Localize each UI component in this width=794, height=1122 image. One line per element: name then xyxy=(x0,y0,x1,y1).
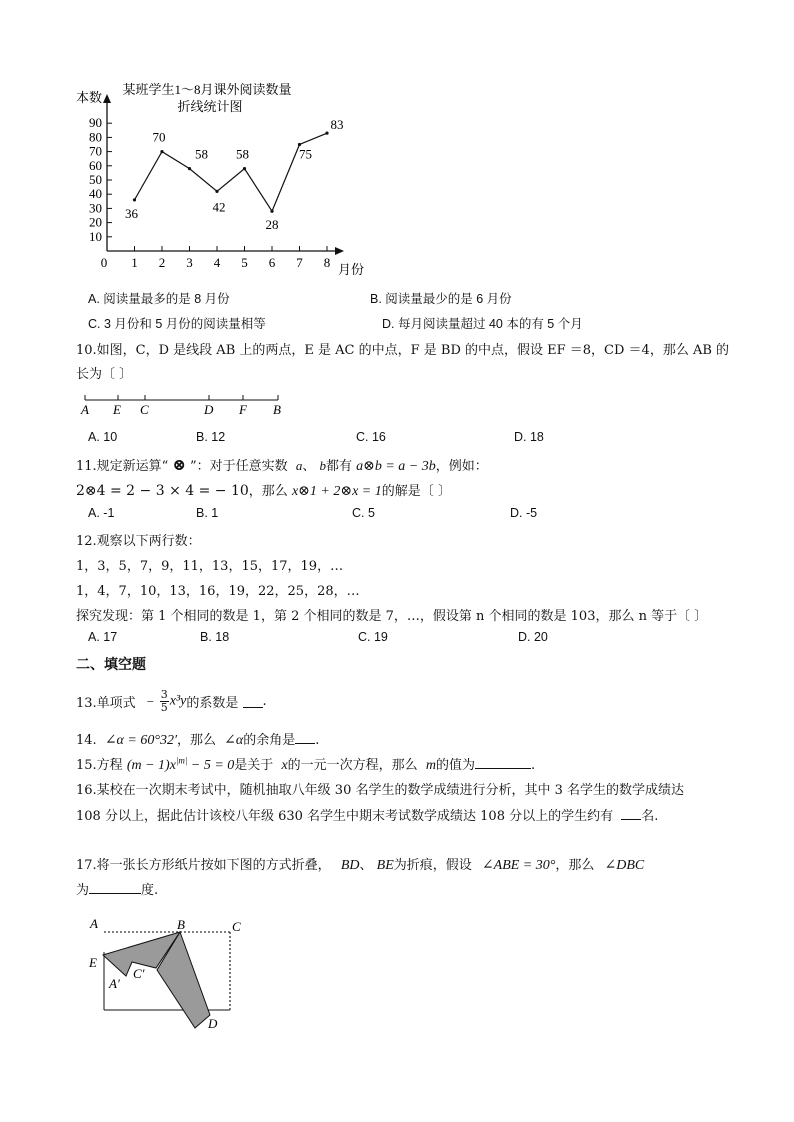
q13-end: . xyxy=(262,694,267,709)
q15-expr2: − 5 = 0 xyxy=(187,758,235,773)
q17-line2-suffix: 度. xyxy=(141,883,159,898)
point-label-a: A xyxy=(81,402,89,417)
var-a: a xyxy=(295,458,303,473)
q9-option-b[interactable]: B. 阅读量最少的是 6 月份 xyxy=(370,292,512,306)
y-tick-label-70: 70 xyxy=(89,143,102,159)
q14-expr: ∠α = 60°32′ xyxy=(104,733,178,748)
q11-option-c[interactable]: C. 5 xyxy=(352,506,375,520)
data-point-month-3 xyxy=(188,167,191,170)
chart-x-axis-arrow xyxy=(335,247,344,255)
q15-prefix: 15.方程 xyxy=(76,758,123,773)
q15-var-m: m xyxy=(425,758,436,773)
q11-text-4: ，例如： xyxy=(435,459,488,474)
y-tick-label-90: 90 xyxy=(89,115,102,131)
q12-question: 探究发现：第 1 个相同的数是 1，第 2 个相同的数是 7，…，假设第 n 个相同的数是 103，那么 n 等于〔 〕 xyxy=(76,609,708,624)
q11-text-1: 11.规定新运算“ xyxy=(76,459,169,474)
data-point-month-2 xyxy=(160,150,163,153)
otimes-icon: ⊗ xyxy=(172,455,186,474)
q15-answer-blank[interactable] xyxy=(475,756,531,769)
q11-line1 xyxy=(76,455,488,475)
q17-folding-figure xyxy=(82,912,257,1032)
y-tick-label-50: 50 xyxy=(89,172,102,187)
fig-label-b: B xyxy=(177,917,185,932)
fig-label-a-prime: A′ xyxy=(109,976,120,991)
q17-line2 xyxy=(76,879,158,898)
q10-text-line1: 10.如图，C，D 是线段 AB 上的两点，E 是 AC 的中点，F 是 BD 的中点，假设 EF ＝8，CD ＝4，那么 AB 的 xyxy=(76,343,730,358)
fig-label-c: C xyxy=(232,919,241,934)
q17-mid2: ，那么 xyxy=(555,858,595,873)
q17-ask: ∠DBC xyxy=(604,858,645,873)
data-point-month-4 xyxy=(215,190,218,193)
q15-var-x: x xyxy=(281,758,288,773)
q15-end: . xyxy=(530,758,536,773)
q10-segment-figure xyxy=(76,389,296,419)
q9-option-a[interactable]: A. 阅读量最多的是 8 月份 xyxy=(88,292,230,306)
q14-suffix: 的余角是 xyxy=(243,733,296,748)
x-tick-label-8: 8 xyxy=(323,255,331,270)
q16-line1: 16.某校在一次期末考试中，随机抽取八年级 30 名学生的数学成绩进行分析，其中 3 名学生的数学成绩达 xyxy=(76,783,685,798)
data-label-month-3: 58 xyxy=(195,146,208,162)
q11-option-d[interactable]: D. -5 xyxy=(510,506,538,520)
data-label-month-6: 28 xyxy=(265,217,279,233)
x-tick-label-2: 2 xyxy=(158,255,166,270)
q16-line2 xyxy=(76,805,658,824)
q14-prefix: 14. xyxy=(76,733,97,748)
q10-text-line2: 长为〔 〕 xyxy=(76,367,133,382)
q14 xyxy=(76,729,319,749)
data-point-month-6 xyxy=(270,210,273,213)
q12-option-a[interactable]: A. 17 xyxy=(88,630,118,644)
q13 xyxy=(76,689,267,721)
q16-text: 108 分以上，据此估计该校八年级 630 名学生中期末考试数学成绩达 108 分以上的学生约有 xyxy=(76,809,614,824)
q9-option-d[interactable]: D. 每月阅读量超过 40 本的有 5 个月 xyxy=(382,317,583,331)
q13-vars: x³y xyxy=(169,693,187,709)
q12-option-b[interactable]: B. 18 xyxy=(200,630,230,644)
q13-suffix: 的系数是 xyxy=(186,696,239,711)
x-tick-label-6: 6 xyxy=(268,255,276,270)
q11-example: 2⊗4 = 2 − 3 × 4 = − 10 xyxy=(76,483,249,499)
fig-label-a: A xyxy=(90,916,98,931)
q12-option-d[interactable]: D. 20 xyxy=(518,630,548,644)
q11-option-b[interactable]: B. 1 xyxy=(196,506,219,520)
q17-be: BE xyxy=(376,858,394,873)
q10-option-c[interactable]: C. 16 xyxy=(356,430,386,444)
q14-mid: ，那么 xyxy=(177,733,217,748)
y-tick-label-30: 30 xyxy=(89,200,102,216)
q11-text-5: ，那么 xyxy=(248,484,288,499)
data-label-month-5: 58 xyxy=(236,146,249,162)
var-b: b xyxy=(319,458,326,473)
q15-mid2: 的一元一次方程，那么 xyxy=(287,758,418,773)
x-tick-label-3: 3 xyxy=(186,255,193,270)
q17-line2-prefix: 为 xyxy=(76,883,90,898)
point-label-e: E xyxy=(113,402,121,417)
fig-label-c-prime: C′ xyxy=(133,966,145,981)
y-tick-label-20: 20 xyxy=(89,214,102,230)
q12-option-c[interactable]: C. 19 xyxy=(358,630,388,644)
q17-sep: 、 xyxy=(359,858,373,873)
q14-end: . xyxy=(315,733,320,748)
q11-text-6: 的解是〔 〕 xyxy=(381,484,451,499)
q11-line2 xyxy=(76,480,451,500)
data-point-month-8 xyxy=(325,132,328,135)
fig-label-e: E xyxy=(89,955,97,970)
data-label-month-8: 83 xyxy=(330,117,344,133)
q15-exponent: |m| xyxy=(175,755,188,766)
data-point-month-5 xyxy=(243,167,246,170)
data-label-month-2: 70 xyxy=(152,129,166,145)
q9-option-c[interactable]: C. 3 月份和 5 月份的阅读量相等 xyxy=(88,317,266,331)
x-tick-label-7: 7 xyxy=(296,255,303,270)
point-label-d: D xyxy=(204,402,214,417)
q12-row1: 1，3，5，7，9，11，13，15，17，19，… xyxy=(76,559,344,574)
q14-angle: ∠α xyxy=(224,733,244,748)
y-tick-label-10: 10 xyxy=(89,228,102,244)
q11-definition: a⊗b = a − 3b xyxy=(356,459,436,474)
chart-title-line1: 某班学生1～8月课外阅读数量 xyxy=(122,82,292,97)
q15-suffix: 的值为 xyxy=(435,758,475,773)
section-heading-fill-in: 二、填空题 xyxy=(76,657,146,673)
x-tick-label-5: 5 xyxy=(241,255,248,270)
y-tick-label-40: 40 xyxy=(89,186,102,202)
q10-option-b[interactable]: B. 12 xyxy=(196,430,226,444)
q13-prefix: 13.单项式 xyxy=(76,696,136,711)
q17-condition: ∠ABE = 30° xyxy=(481,858,556,873)
q14-answer-blank[interactable] xyxy=(295,731,315,744)
q10-option-d[interactable]: D. 18 xyxy=(514,430,544,444)
q12-intro: 12.观察以下两行数： xyxy=(76,534,201,549)
fig-label-d: D xyxy=(208,1016,218,1031)
q15-expr: (m − 1)x xyxy=(126,758,176,773)
q11-sep: 、 xyxy=(302,459,316,474)
q12-row2: 1，4，7，10，13，16，19，22，25，28，… xyxy=(76,584,360,599)
q11-text-3: 都有 xyxy=(325,459,352,474)
point-label-f: F xyxy=(239,402,247,417)
q17-answer-blank[interactable] xyxy=(89,881,141,894)
data-label-month-7: 75 xyxy=(299,146,312,162)
data-label-month-1: 36 xyxy=(125,205,138,221)
x-tick-label-0: 0 xyxy=(100,255,108,270)
point-label-c: C xyxy=(140,402,149,417)
x-tick-label-1: 1 xyxy=(131,255,138,270)
q13-minus: − xyxy=(145,693,155,709)
q17-line1 xyxy=(76,854,644,874)
y-tick-label-80: 80 xyxy=(89,129,102,145)
q17-bd: BD xyxy=(340,858,360,873)
chart-y-axis-arrow xyxy=(103,94,111,103)
q13-answer-blank[interactable] xyxy=(243,695,263,708)
q16-end: 名. xyxy=(641,809,659,824)
chart-x-axis-label: 月份 xyxy=(338,262,365,277)
q13-denominator: 5 xyxy=(160,701,168,714)
point-label-b: B xyxy=(273,402,281,417)
q10-option-a[interactable]: A. 10 xyxy=(88,430,118,444)
q16-answer-blank[interactable] xyxy=(621,807,641,820)
y-tick-label-60: 60 xyxy=(89,157,102,173)
q11-text-2: ”：对于任意实数 xyxy=(190,459,288,474)
q13-fraction xyxy=(160,689,169,714)
q15 xyxy=(76,754,535,774)
q11-option-a[interactable]: A. -1 xyxy=(88,506,115,520)
q15-mid: 是关于 xyxy=(234,758,274,773)
data-label-month-4: 42 xyxy=(212,199,226,215)
chart-y-axis-label: 本数 xyxy=(76,90,103,105)
q11-equation: x⊗1 + 2⊗x = 1 xyxy=(291,484,382,499)
q17-mid: 为折痕，假设 xyxy=(393,858,472,873)
chart-title-line2: 折线统计图 xyxy=(177,99,243,114)
x-tick-label-4: 4 xyxy=(213,255,221,270)
data-point-month-1 xyxy=(133,198,136,201)
q13-numerator: 3 xyxy=(160,688,168,701)
q17-prefix: 17.将一张长方形纸片按如下图的方式折叠， xyxy=(76,858,331,873)
line-chart xyxy=(70,80,380,280)
